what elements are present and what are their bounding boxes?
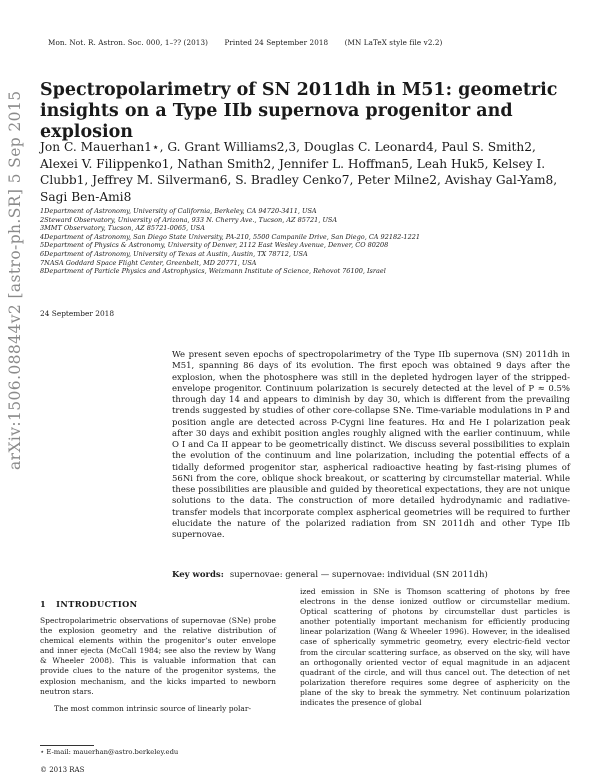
running-header — [48, 38, 568, 47]
body-column-left — [40, 616, 276, 714]
paper-title: Spectropolarimetry of SN 2011dh in M51: geometric insights on a Type IIb supernova progenitor and explosion — [40, 80, 558, 142]
affiliation-line: 5Department of Physics & Astronomy, University of Denver, 2112 East Wesley Avenue, Denver, CO 80208 — [40, 241, 389, 250]
affiliation-line: 2Steward Observatory, University of Arizona, 933 N. Cherry Ave., Tucson, AZ 85721, USA — [40, 215, 338, 224]
section-title: INTRODUCTION — [56, 599, 138, 609]
intro-paragraph-2: The most common intrinsic source of linearly polar- — [54, 703, 252, 713]
affiliation-line: 6Department of Astronomy, University of Texas at Austin, Austin, TX 78712, USA — [40, 249, 308, 258]
keywords-text: supernovae: general — supernovae: individual (SN 2011dh) — [229, 570, 488, 580]
arxiv-stamp: arXiv:1506.08844v2 [astro-ph.SR] 5 Sep 2015 — [6, 90, 24, 470]
submission-date: 24 September 2018 — [40, 309, 115, 318]
style-info: (MN LaTeX style file v2.2) — [344, 38, 443, 47]
affiliation-line: 3MMT Observatory, Tucson, AZ 85721-0065, USA — [40, 224, 205, 233]
abstract-text: We present seven epochs of spectropolarimetry of the Type IIb supernova (SN) 2011dh in M51, spanning 86 days of its evolution. The first epoch was obtained 9 days after the explosion, when the photosphere was still in the depleted hydrogen layer of the stripped-envelope progenitor. Continuum polarization is securely detected at the level of P ≈ 0.5% through day 14 and appears to diminish by day 30, which is different from the prevailing trends suggested by studies of other core-collapse SNe. Time-variable modulations in P and position angle are detected across P-Cygni line features. Hα and He I polarization peak after 30 days and exhibit position angles roughly aligned with the earlier continuum, while O I and Ca II appear to be geometrically distinct. We discuss several possibilities to explain the evolution of the continuum and line polarization, including the potential effects of a tidally deformed progenitor star, aspherical radioactive heating by fast-rising plumes of 56Ni from the core, oblique shock breakout, or scattering by circumstellar material. While these possibilities are plausible and guided by theoretical expectations, they are not unique solutions to the data. The construction of more detailed hydrodynamic and radiative-transfer models that incorporate complex aspherical geometries will be required to further elucidate the nature of the polarized radiation from SN 2011dh and other Type IIb supernovae. — [172, 350, 570, 540]
keywords-label: Key words: — [172, 570, 224, 580]
affiliation-line: 7NASA Goddard Space Flight Center, Greenbelt, MD 20771, USA — [40, 258, 257, 267]
affiliations — [40, 207, 570, 276]
printed-date: Printed 24 September 2018 — [224, 38, 329, 47]
abstract — [172, 350, 570, 541]
section-heading — [40, 599, 148, 609]
intro-paragraph-1: Spectropolarimetric observations of supernovae (SNe) probe the explosion geometry and the relative distribution of chemical elements within the progenitor’s outer envelope and inner ejecta (McCall 1984; see also the review by Wang & Wheeler 2008). This is valuable information that can provide clues to the nature of the progenitor systems, the explosion mechanism, and the kicks imparted to newborn neutron stars. — [40, 616, 276, 696]
footnote-rule — [40, 745, 94, 746]
affiliation-line: 4Department of Astronomy, San Diego State University, PA-210, 5500 Campanile Drive, San Diego, CA 92182-1221 — [40, 232, 420, 241]
journal-info: Mon. Not. R. Astron. Soc. 000, 1–?? (2013) — [48, 38, 209, 47]
affiliation-line: 8Department of Particle Physics and Astrophysics, Weizmann Institute of Science, Rehovot 76100, Israel — [40, 267, 386, 276]
body-column-right: ized emission in SNe is Thomson scattering of photons by free electrons in the dense ionized outflow or circumstellar medium. Optical scattering of photons by circumstellar dust particles is another potentially important mechanism for efficiently producing linear polarization (Wang & Wheeler 1996). However, in the idealised case of spherically symmetric geometry, every electric-field vector from the circular scattering surface, as observed on the sky, will have an orthogonally oriented vector of equal magnitude in an adjacent quadrant of the circle, and will thus cancel out. The detection of net polarization therefore requires some degree of asphericity on the plane of the sky to break the symmetry. Net continuum polarization indicates the presence of global — [300, 587, 570, 708]
author-list: Jon C. Mauerhan1⋆, G. Grant Williams2,3, Douglas C. Leonard4, Paul S. Smith2, Alexei V. Filippenko1, Nathan Smith2, Jennifer L. Hoffman5, Leah Huk5, Kelsey I. Clubb1, Jeffrey M. Silverman6, S. Bradley Cenko7, Peter Milne2, Avishay Gal-Yam8, Sagi Ben-Ami8 — [40, 140, 558, 205]
email-footnote: ⋆ E-mail: mauerhan@astro.berkeley.edu — [40, 748, 179, 756]
keywords — [172, 570, 570, 580]
section-number: 1 — [40, 599, 47, 609]
copyright-notice: © 2013 RAS — [40, 766, 85, 774]
affiliation-line: 1Department of Astronomy, University of California, Berkeley, CA 94720-3411, USA — [40, 207, 317, 215]
